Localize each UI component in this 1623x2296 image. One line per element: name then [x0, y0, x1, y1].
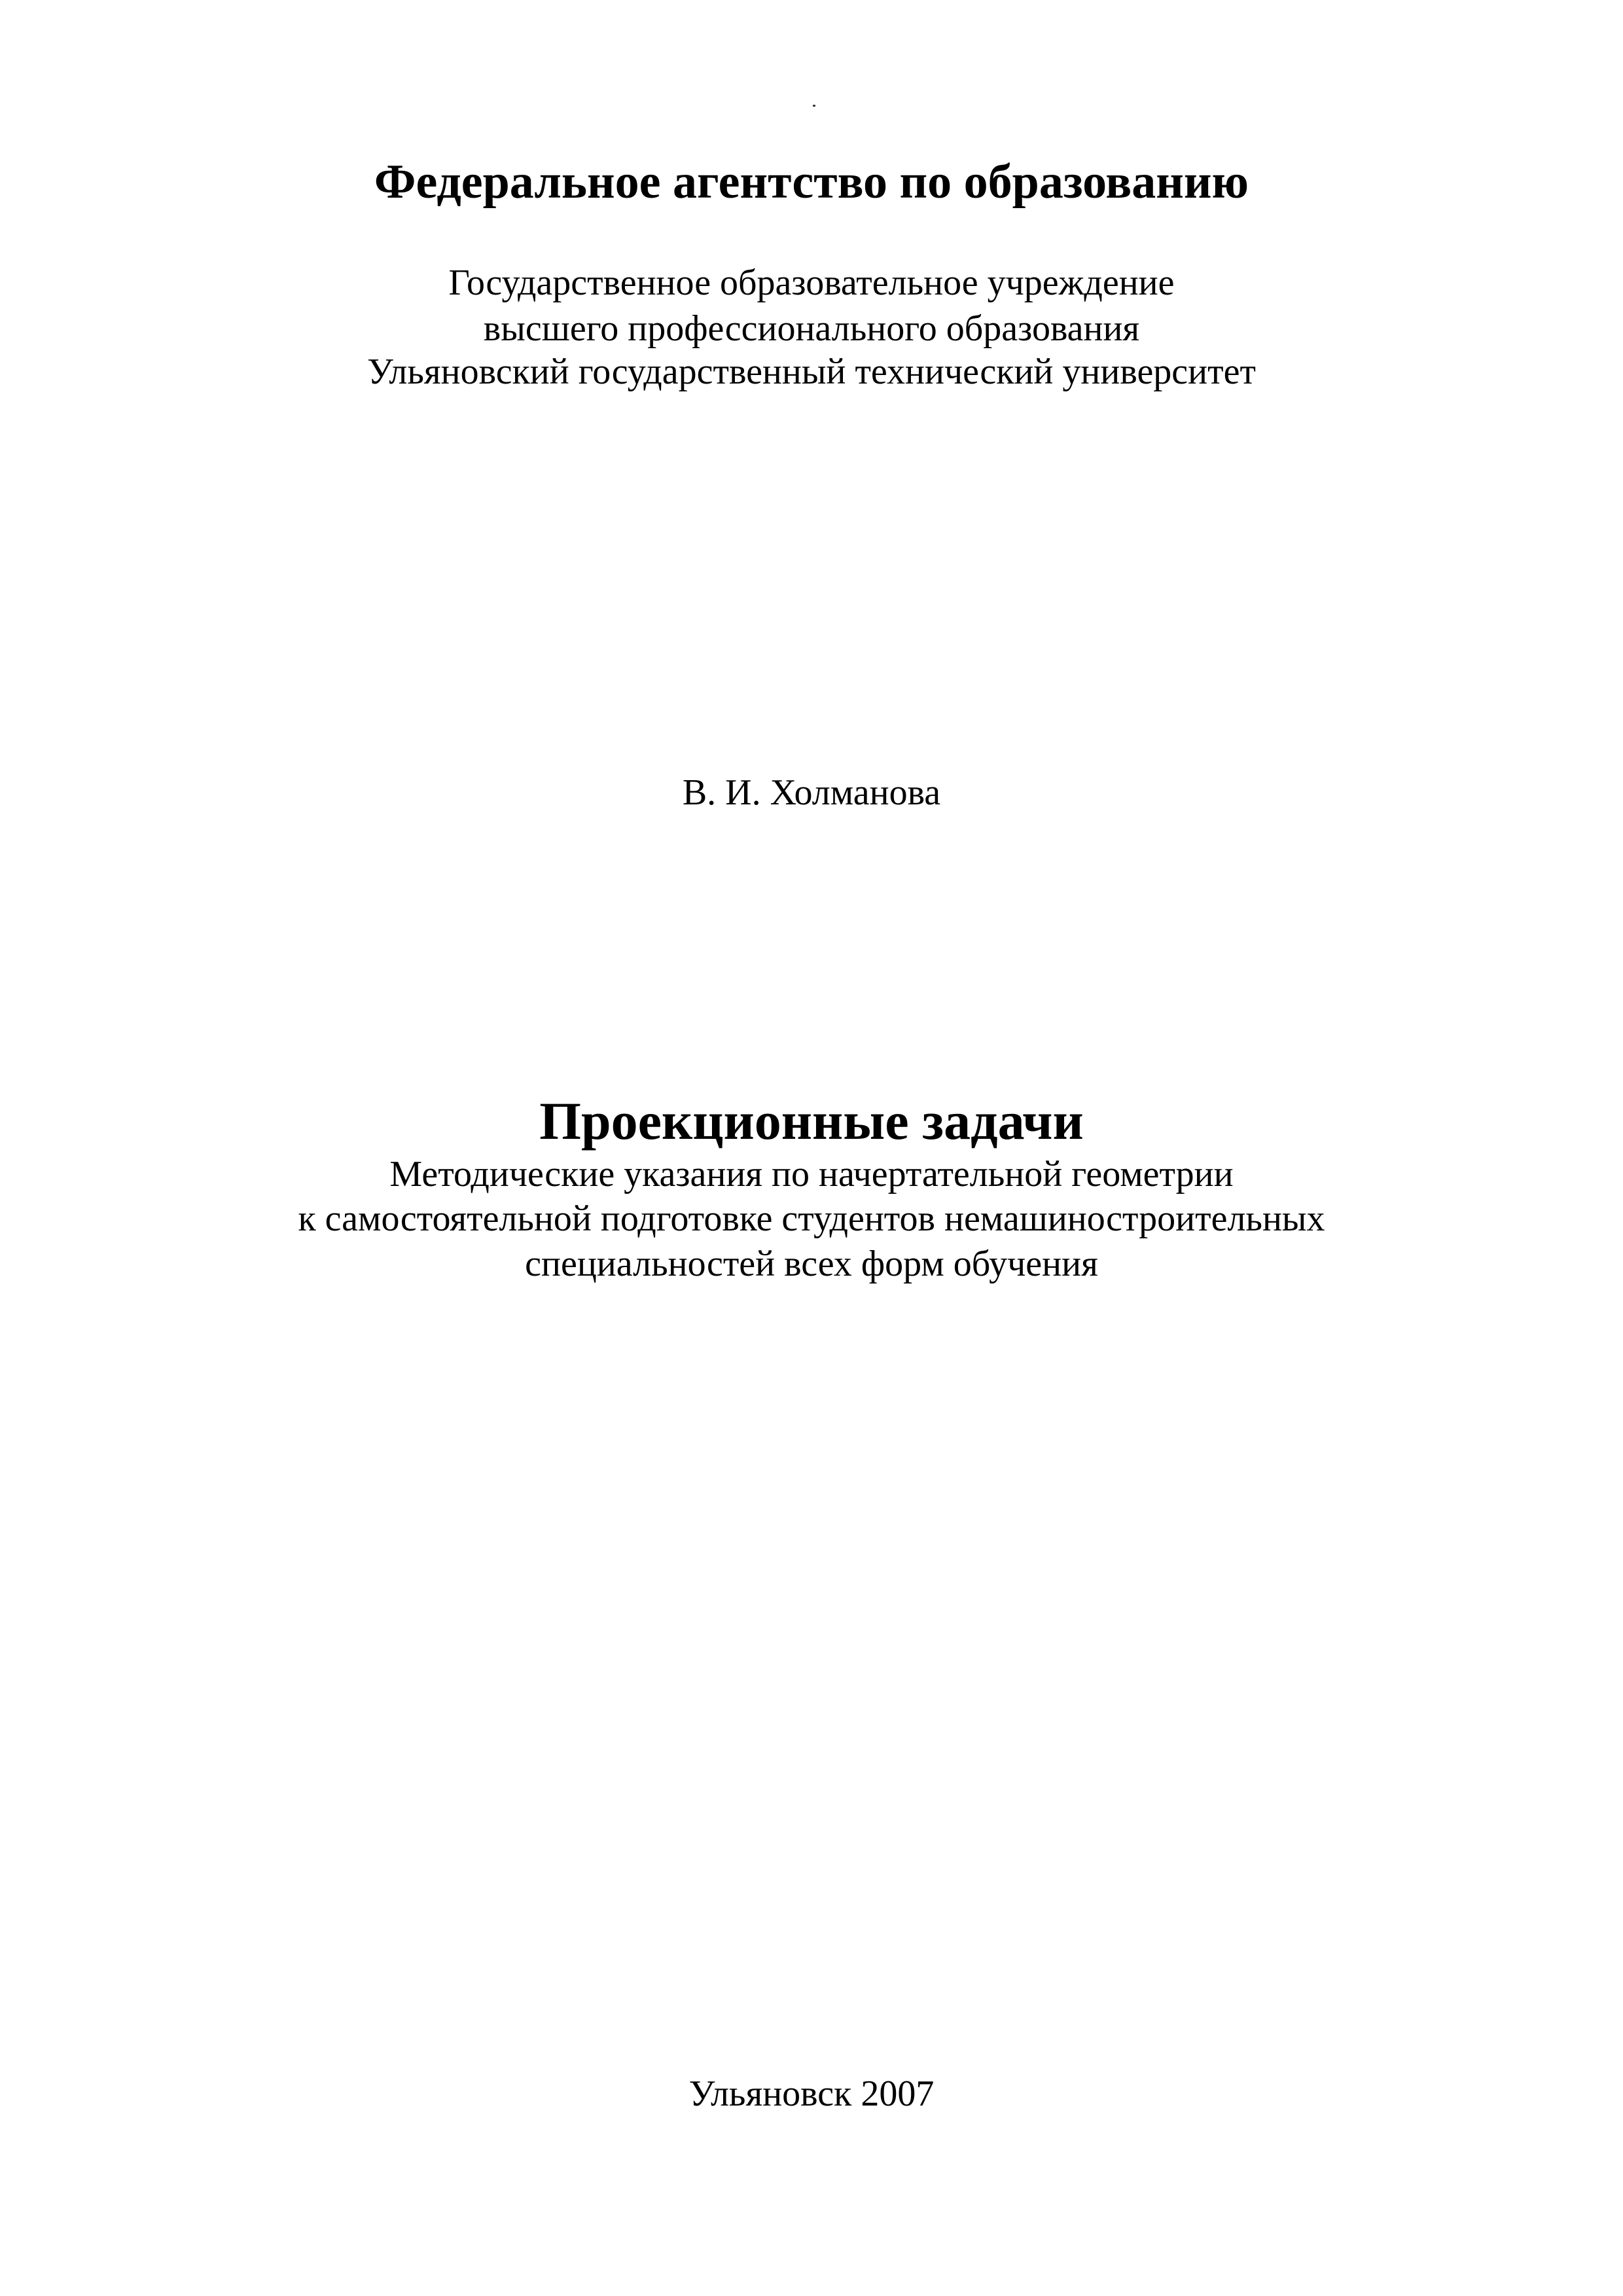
subtitle-line-1: Методические указания по начертательной геометрии: [389, 1154, 1234, 1194]
author-name: В. И. Холманова: [682, 772, 941, 813]
document-title: Проекционные задачи: [539, 1091, 1084, 1151]
agency-heading: Федеральное агентство по образованию: [374, 155, 1249, 209]
subtitle-line-3: специальностей всех форм обучения: [525, 1244, 1098, 1284]
institution-line-3: Ульяновский государственный технический университет: [367, 351, 1256, 392]
institution-line-2: высшего профессионального образования: [483, 308, 1140, 349]
subtitle-line-2: к самостоятельной подготовке студентов немашиностроительных: [298, 1198, 1325, 1239]
scan-artifact-dot: [813, 105, 815, 107]
institution-line-1: Государственное образовательное учреждение: [448, 262, 1175, 303]
city-year-footer: Ульяновск 2007: [688, 2073, 935, 2114]
